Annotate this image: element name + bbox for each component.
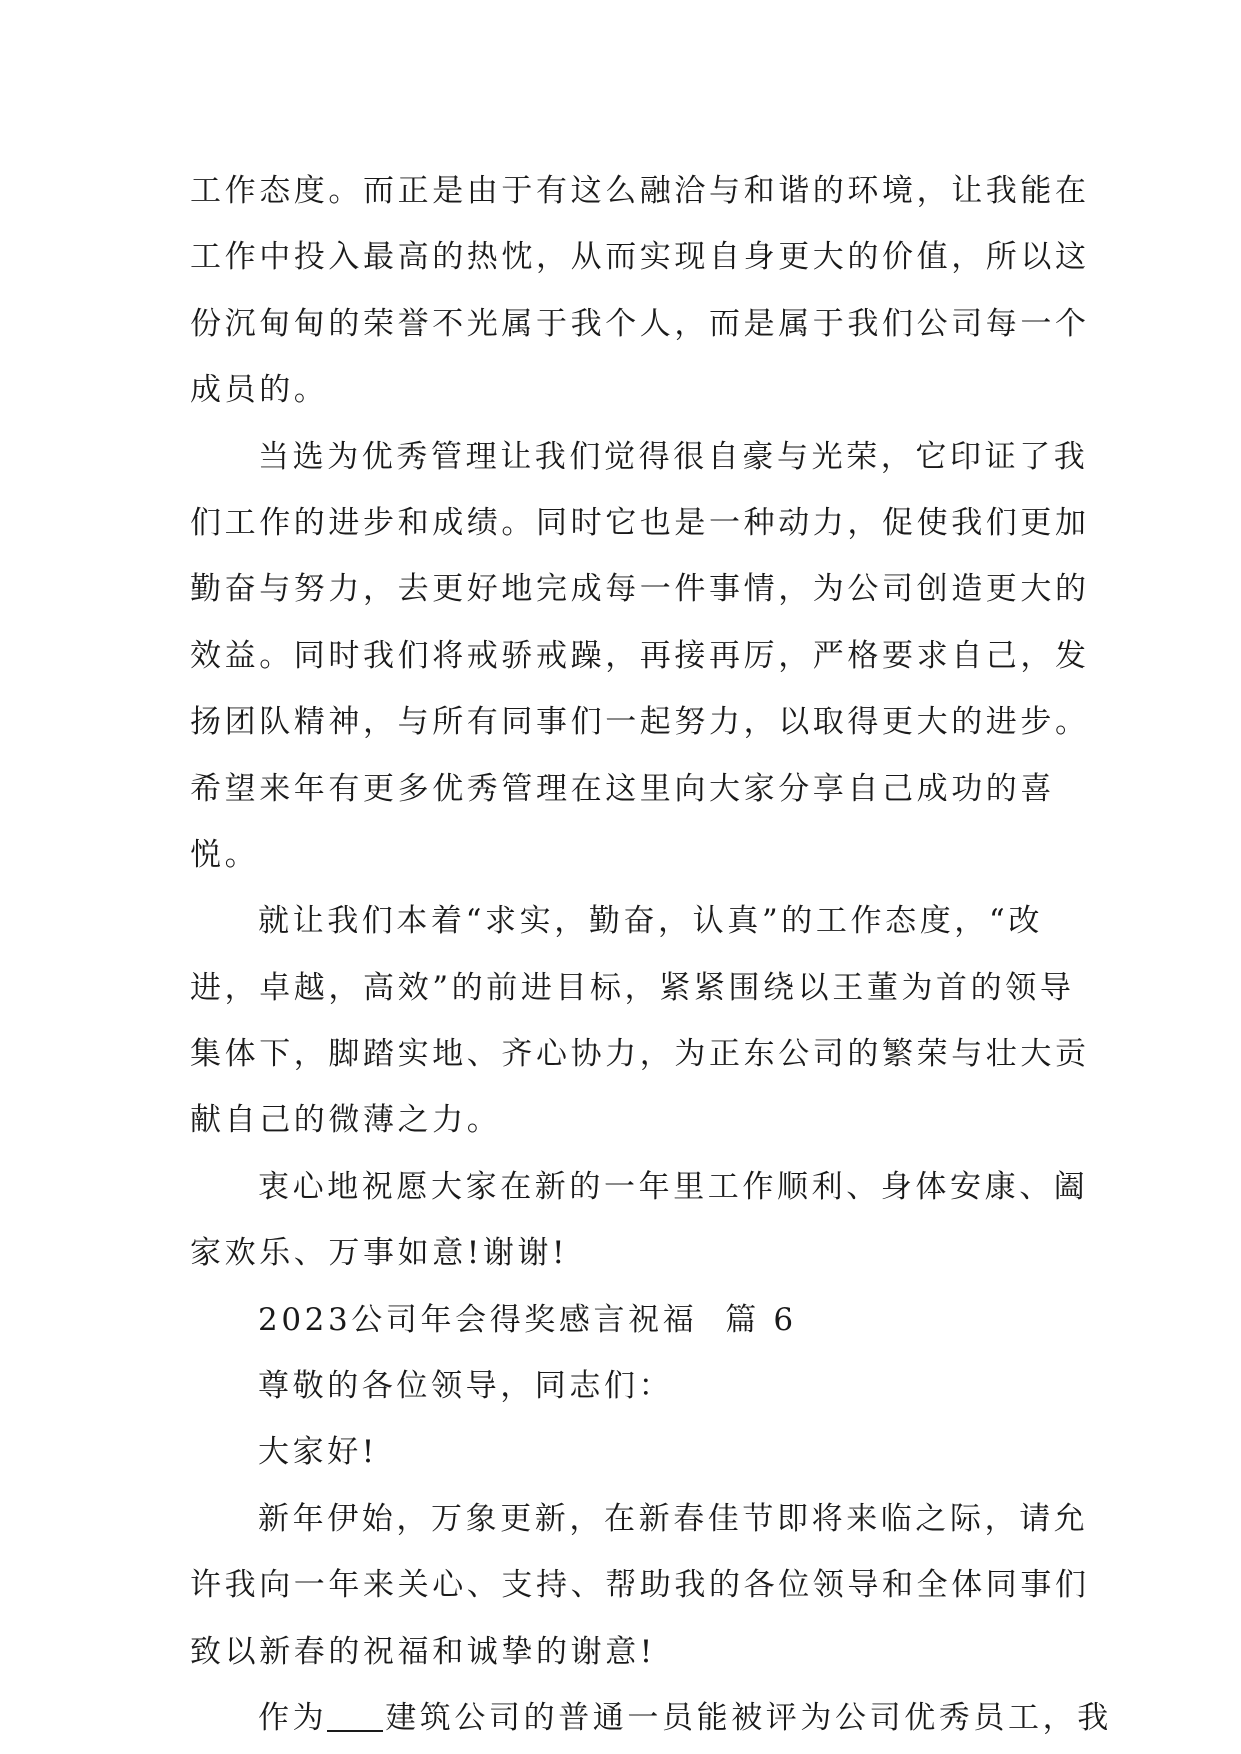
paragraph-line: 效益。同时我们将戒骄戒躁，再接再厉，严格要求自己，发 bbox=[190, 637, 1090, 674]
salutation: 尊敬的各位领导，同志们： bbox=[258, 1368, 674, 1405]
paragraph-line: 份沉甸甸的荣誉不光属于我个人，而是属于我们公司每一个 bbox=[190, 305, 1090, 342]
paragraph-line: 集体下，脚踏实地、齐心协力，为正东公司的繁荣与壮大贡 bbox=[190, 1036, 1090, 1073]
document-body bbox=[190, 158, 1112, 1751]
paragraph-line: 就让我们本着“求实，勤奋，认真”的工作态度，“改 bbox=[258, 903, 1043, 940]
paragraph-line: 致以新春的祝福和诚挚的谢意! bbox=[190, 1633, 656, 1670]
paragraph-line: 进，卓越，高效”的前进目标，紧紧围绕以王董为首的领导 bbox=[190, 969, 1075, 1006]
paragraph-line: 工作态度。而正是由于有这么融洽与和谐的环境，让我能在 bbox=[190, 173, 1090, 209]
paragraph-line: 当选为优秀管理让我们觉得很自豪与光荣，它印证了我 bbox=[258, 438, 1089, 475]
paragraph-line: 新年伊始，万象更新，在新春佳节即将来临之际，请允 bbox=[258, 1500, 1089, 1537]
line-suffix: 建筑公司的普通一员能被评为公司优秀员工，我 bbox=[385, 1699, 1112, 1736]
section-heading bbox=[190, 1287, 1052, 1353]
paragraph-line: 家欢乐、万事如意!谢谢! bbox=[190, 1235, 569, 1272]
paragraph-line: 成员的。 bbox=[190, 372, 329, 409]
paragraph-line: 工作中投入最高的热忱，从而实现自身更大的价值，所以这 bbox=[190, 239, 1090, 276]
blank-underline bbox=[327, 1700, 383, 1732]
paragraph-line: 献自己的微薄之力。 bbox=[190, 1102, 502, 1139]
paragraph-line bbox=[190, 1685, 1112, 1751]
section-number: 篇 6 bbox=[725, 1301, 797, 1338]
paragraph-line: 们工作的进步和成绩。同时它也是一种动力，促使我们更加 bbox=[190, 504, 1090, 541]
paragraph-line: 希望来年有更多优秀管理在这里向大家分享自己成功的喜 bbox=[190, 770, 1055, 807]
paragraph-line: 衷心地祝愿大家在新的一年里工作顺利、身体安康、阖 bbox=[258, 1168, 1089, 1205]
paragraph-line: 许我向一年来关心、支持、帮助我的各位领导和全体同事们 bbox=[190, 1567, 1090, 1604]
paragraph-line: 悦。 bbox=[190, 836, 260, 873]
paragraph-line: 勤奋与努力，去更好地完成每一件事情，为公司创造更大的 bbox=[190, 571, 1090, 608]
paragraph-line: 扬团队精神，与所有同事们一起努力，以取得更大的进步。 bbox=[190, 704, 1090, 741]
greeting: 大家好! bbox=[258, 1434, 378, 1471]
line-prefix: 作为 bbox=[258, 1699, 328, 1736]
section-title: 2023公司年会得奖感言祝福 bbox=[258, 1301, 698, 1338]
